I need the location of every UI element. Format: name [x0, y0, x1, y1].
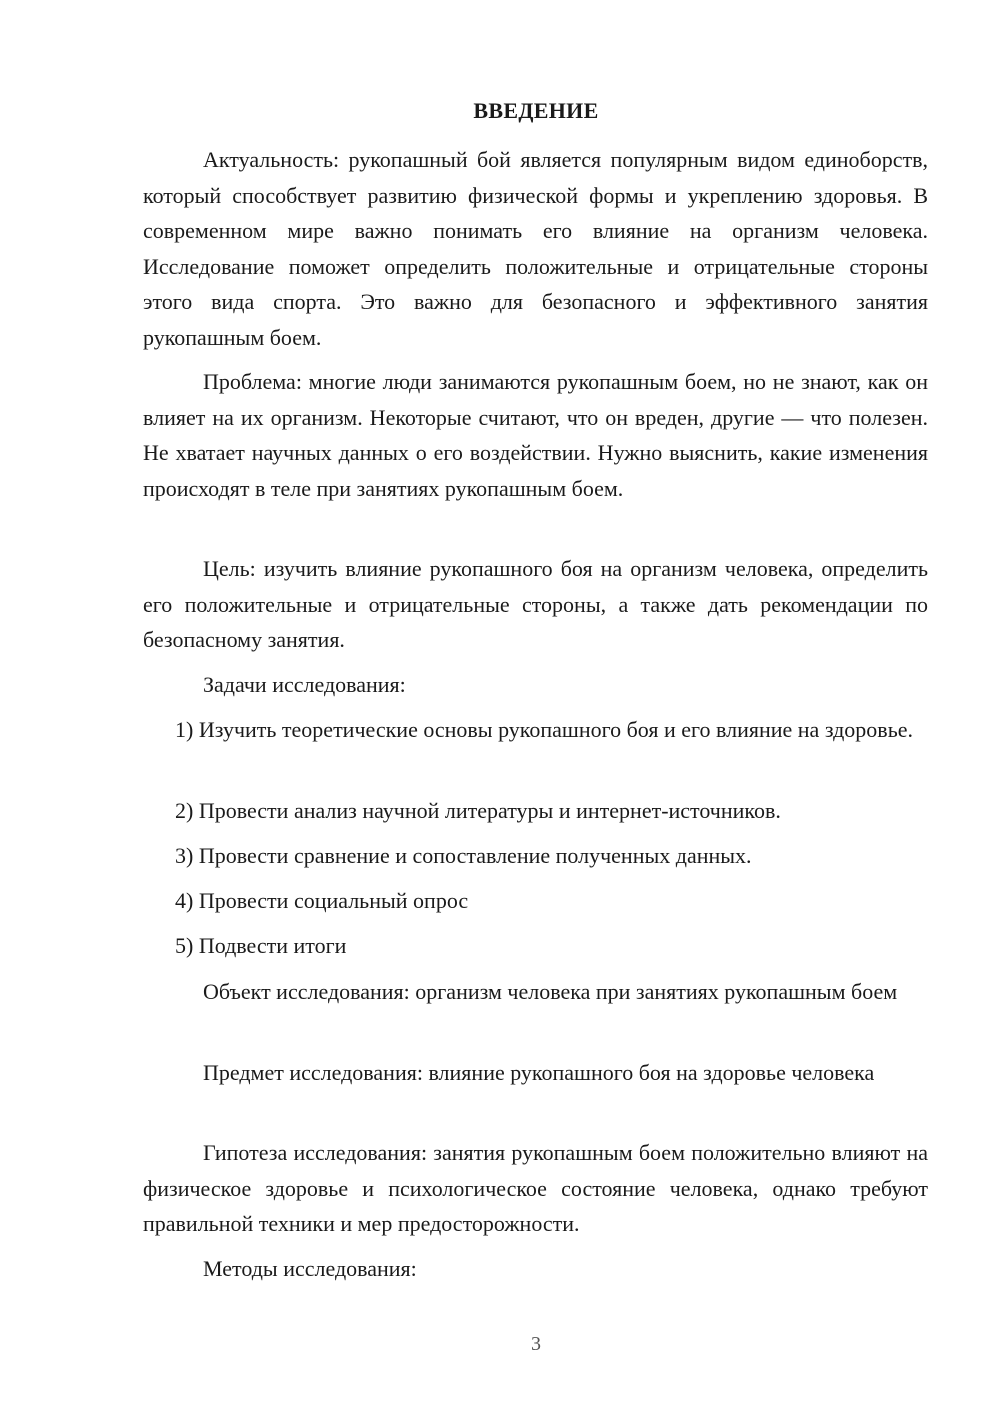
- task-item: 3) Провести сравнение и сопоставление полученных данных.: [175, 843, 752, 868]
- task-item: 2) Провести анализ научной литературы и интернет-источников.: [175, 798, 781, 823]
- relevance-paragraph: Актуальность: рукопашный бой является популярным видом единоборств, который способствует развитию физической формы и укреплению здоровья. В современном мире важно понимать его влияние на организм человека. Исследование поможет определить положительные и отрицательные стороны этого вида спорта. Это важно для безопасного и эффективного занятия рукопашным боем.: [143, 147, 928, 350]
- section-heading: ВВЕДЕНИЕ: [473, 98, 599, 123]
- task-item: 5) Подвести итоги: [175, 933, 347, 958]
- methods-heading: Методы исследования:: [203, 1256, 417, 1281]
- subject-paragraph: Предмет исследования: влияние рукопашного боя на здоровье человека: [203, 1060, 875, 1085]
- tasks-heading: Задачи исследования:: [203, 672, 406, 697]
- task-item: 4) Провести социальный опрос: [175, 888, 469, 913]
- page-number: 3: [531, 1333, 541, 1355]
- hypothesis-paragraph: Гипотеза исследования: занятия рукопашным боем положительно влияют на физическое здоровье и психологическое состояние человека, однако требуют правильной техники и мер предосторожности.: [143, 1140, 928, 1236]
- task-item: 1) Изучить теоретические основы рукопашного боя и его влияние на здоровье.: [175, 717, 913, 742]
- object-paragraph: Объект исследования: организм человека при занятиях рукопашным боем: [203, 979, 898, 1004]
- problem-paragraph: Проблема: многие люди занимаются рукопашным боем, но не знают, как он влияет на их организм. Некоторые считают, что он вреден, другие — что полезен. Не хватает научных данных о его воздействии. Нужно выяснить, какие изменения происходят в теле при занятиях рукопашным боем.: [143, 369, 928, 501]
- goal-paragraph: Цель: изучить влияние рукопашного боя на организм человека, определить его положительные и отрицательные стороны, а также дать рекомендации по безопасному занятия.: [143, 556, 928, 652]
